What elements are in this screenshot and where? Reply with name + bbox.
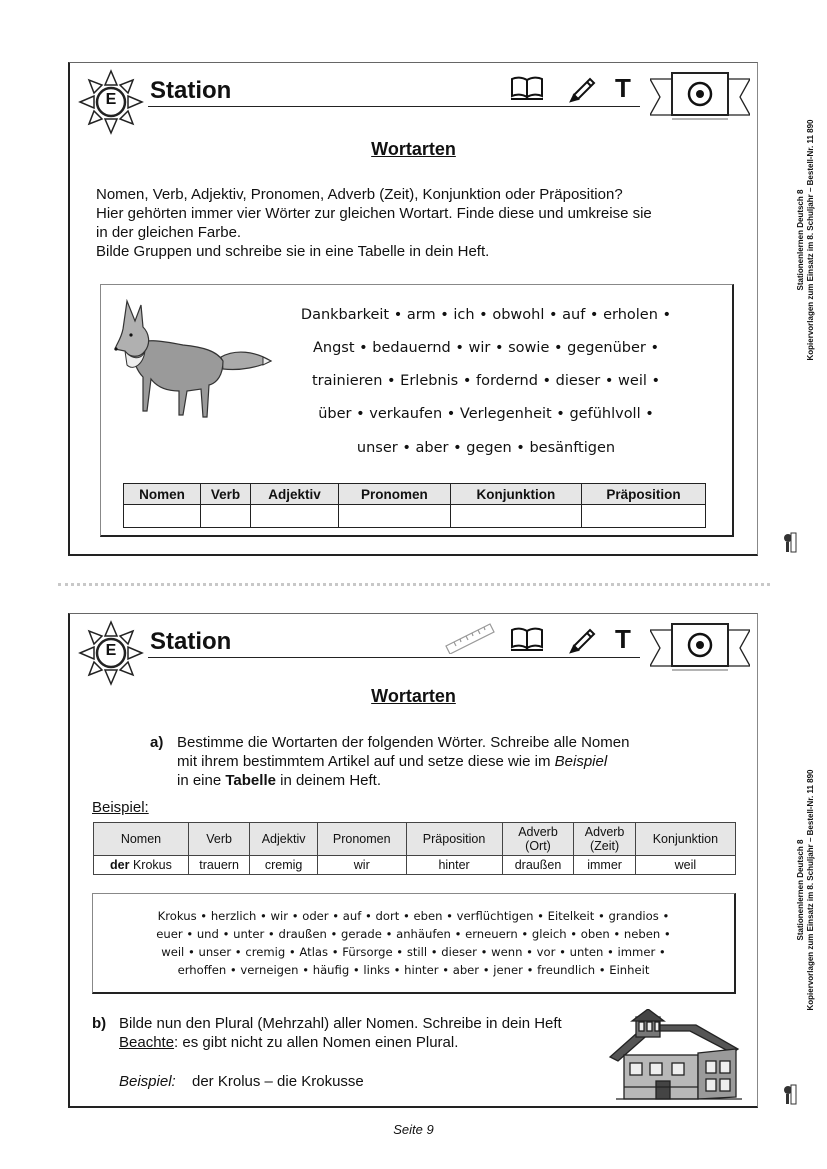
- part-b-label: b): [92, 1015, 107, 1032]
- example-table: [93, 822, 736, 875]
- station-badge-letter: E: [105, 91, 117, 108]
- instruction-line: in der gleichen Farbe.: [96, 224, 242, 241]
- part-b-example: der Krolus – die Krokusse: [192, 1073, 364, 1090]
- word-line: über • verkaufen • Verlegenheit • gefühlvoll •: [318, 406, 654, 422]
- station-title: Station: [150, 77, 232, 104]
- fox-illustration: [113, 299, 273, 419]
- text-span: Beispiel: [554, 753, 608, 770]
- word-line: Krokus • herzlich • wir • oder • auf • dort • eben • verflüchtigen • Eitelkeit • grandios •: [157, 909, 670, 923]
- note-text: : es gibt nicht zu allen Nomen einen Plural.: [174, 1034, 459, 1051]
- header-text: Adjektiv: [261, 832, 306, 846]
- table-header-row: [94, 823, 736, 856]
- table-header: Pronomen: [339, 484, 451, 505]
- instruction-line: Hier gehörten immer vier Wörter zur gleichen Wortart. Finde diese und umkreise sie: [96, 205, 652, 222]
- table-cell: [94, 856, 189, 875]
- table-cell: weil: [635, 856, 735, 875]
- part-a-label: a): [150, 734, 164, 751]
- side-label-line: Stationenlernen Deutsch 8: [796, 189, 805, 291]
- instruction-line: Bestimme die Wortarten der folgenden Wörter. Schreibe alle Nomen: [177, 734, 630, 751]
- table-header: Nomen: [124, 484, 201, 505]
- table-header: Verb: [201, 484, 251, 505]
- side-publisher-label: [778, 730, 827, 1050]
- pencil-icon: [568, 626, 598, 654]
- word-line: erhoffen • verneigen • häufig • links • hinter • aber • jener • freundlich • Einheit: [177, 963, 650, 977]
- noun-text: Krokus: [129, 858, 172, 872]
- table-header: Adjektiv: [250, 484, 338, 505]
- word-line: unser • aber • gegen • besänftigen: [356, 440, 616, 456]
- word-line: euer • und • unter • draußen • gerade • anhäufen • erneuern • gleich • oben • neben •: [156, 927, 671, 941]
- text-span: in eine: [177, 772, 226, 789]
- table-cell: hinter: [406, 856, 502, 875]
- instruction-line: [177, 771, 629, 790]
- instruction-line: [177, 752, 629, 771]
- house-illustration: [606, 1009, 746, 1104]
- part-b-text: [119, 1014, 562, 1052]
- table-row: [94, 856, 736, 875]
- table-cell: cremig: [250, 856, 318, 875]
- word-line: Dankbarkeit • arm • ich • obwohl • auf • erholen •: [300, 307, 672, 323]
- table-cell: draußen: [502, 856, 574, 875]
- word-type-table: [123, 483, 706, 528]
- target-ribbon-icon: [650, 71, 750, 121]
- header-rule: [148, 657, 640, 658]
- table-cell: [582, 505, 706, 528]
- table-cell: trauern: [188, 856, 249, 875]
- header-text: Präposition: [422, 832, 486, 846]
- table-cell: wir: [317, 856, 406, 875]
- station-badge-letter: E: [105, 642, 117, 659]
- table-cell: immer: [574, 856, 635, 875]
- table-header: [317, 823, 406, 856]
- table-header: [188, 823, 249, 856]
- header-text: (Ort): [525, 839, 551, 853]
- instruction-line: Nomen, Verb, Adjektiv, Pronomen, Adverb (Zeit), Konjunktion oder Präposition?: [96, 186, 623, 203]
- table-cell: [201, 505, 251, 528]
- part-b-example-label: Beispiel:: [119, 1073, 176, 1090]
- table-cell: [339, 505, 451, 528]
- example-label: Beispiel:: [92, 799, 149, 816]
- table-header: Präposition: [582, 484, 706, 505]
- station-title: Station: [150, 628, 232, 655]
- table-cell: [250, 505, 338, 528]
- word-line: trainieren • Erlebnis • fordernd • dieser • weil •: [311, 373, 661, 389]
- header-text: Adverb: [584, 825, 625, 839]
- word-box: [92, 893, 736, 994]
- table-cell: [124, 505, 201, 528]
- instruction-line: Bilde nun den Plural (Mehrzahl) aller Nomen. Schreibe in dein Heft: [119, 1015, 562, 1032]
- card-heading: Wortarten: [371, 686, 456, 706]
- ruler-icon: [444, 622, 496, 654]
- table-header: [94, 823, 189, 856]
- book-icon: [510, 626, 544, 652]
- header-text: Pronomen: [332, 832, 391, 846]
- part-a-text: [177, 733, 629, 790]
- text-icon: T: [615, 73, 631, 103]
- header-text: Nomen: [120, 832, 162, 846]
- publisher-logo-icon: [783, 530, 797, 554]
- table-header-row: [124, 484, 706, 505]
- text-span: in deinem Heft.: [275, 772, 382, 789]
- header-rule: [148, 106, 640, 107]
- side-label-line: Stationenlernen Deutsch 8: [796, 839, 805, 941]
- page-number: Seite 9: [393, 1122, 434, 1137]
- side-publisher-label: [778, 80, 827, 400]
- instruction-line: Bilde Gruppen und schreibe sie in eine Tabelle in dein Heft.: [96, 243, 490, 260]
- table-header: [406, 823, 502, 856]
- card-heading: Wortarten: [371, 139, 456, 159]
- target-ribbon-icon: [650, 622, 750, 672]
- header-text: Adverb: [518, 825, 558, 839]
- station-card-1: [68, 62, 758, 556]
- word-line: Angst • bedauernd • wir • sowie • gegenüber •: [312, 340, 660, 356]
- instructions: [96, 185, 652, 261]
- word-line: weil • unser • cremig • Atlas • Fürsorge • still • dieser • wenn • vor • unten • immer •: [161, 945, 666, 959]
- text-span: Tabelle: [225, 772, 276, 789]
- table-header: [250, 823, 318, 856]
- header-text: (Zeit): [590, 839, 620, 853]
- side-label-line: Kopiervorlagen zum Einsatz im 8. Schuljahr – Bestell-Nr. 11 890: [806, 769, 815, 1011]
- article-text: der: [110, 858, 130, 872]
- station-card-2: [68, 613, 758, 1108]
- instruction-line: [119, 1033, 562, 1052]
- book-icon: [510, 75, 544, 101]
- table-header: [502, 823, 574, 856]
- publisher-logo-icon: [783, 1082, 797, 1106]
- table-cell: [450, 505, 581, 528]
- pencil-icon: [568, 75, 598, 103]
- side-label-line: Kopiervorlagen zum Einsatz im 8. Schuljahr – Bestell-Nr. 11 890: [806, 119, 815, 361]
- text-icon: T: [615, 624, 631, 654]
- text-span: mit ihrem bestimmtem Artikel auf und setze diese wie im: [177, 753, 555, 770]
- table-header: [635, 823, 735, 856]
- header-text: Konjunktion: [652, 832, 719, 846]
- header-text: Verb: [206, 832, 232, 846]
- table-row: [124, 505, 706, 528]
- note-label: Beachte: [119, 1034, 175, 1051]
- word-box: [100, 284, 734, 537]
- table-header: Konjunktion: [450, 484, 581, 505]
- table-header: [574, 823, 635, 856]
- cut-line-divider: [58, 583, 770, 586]
